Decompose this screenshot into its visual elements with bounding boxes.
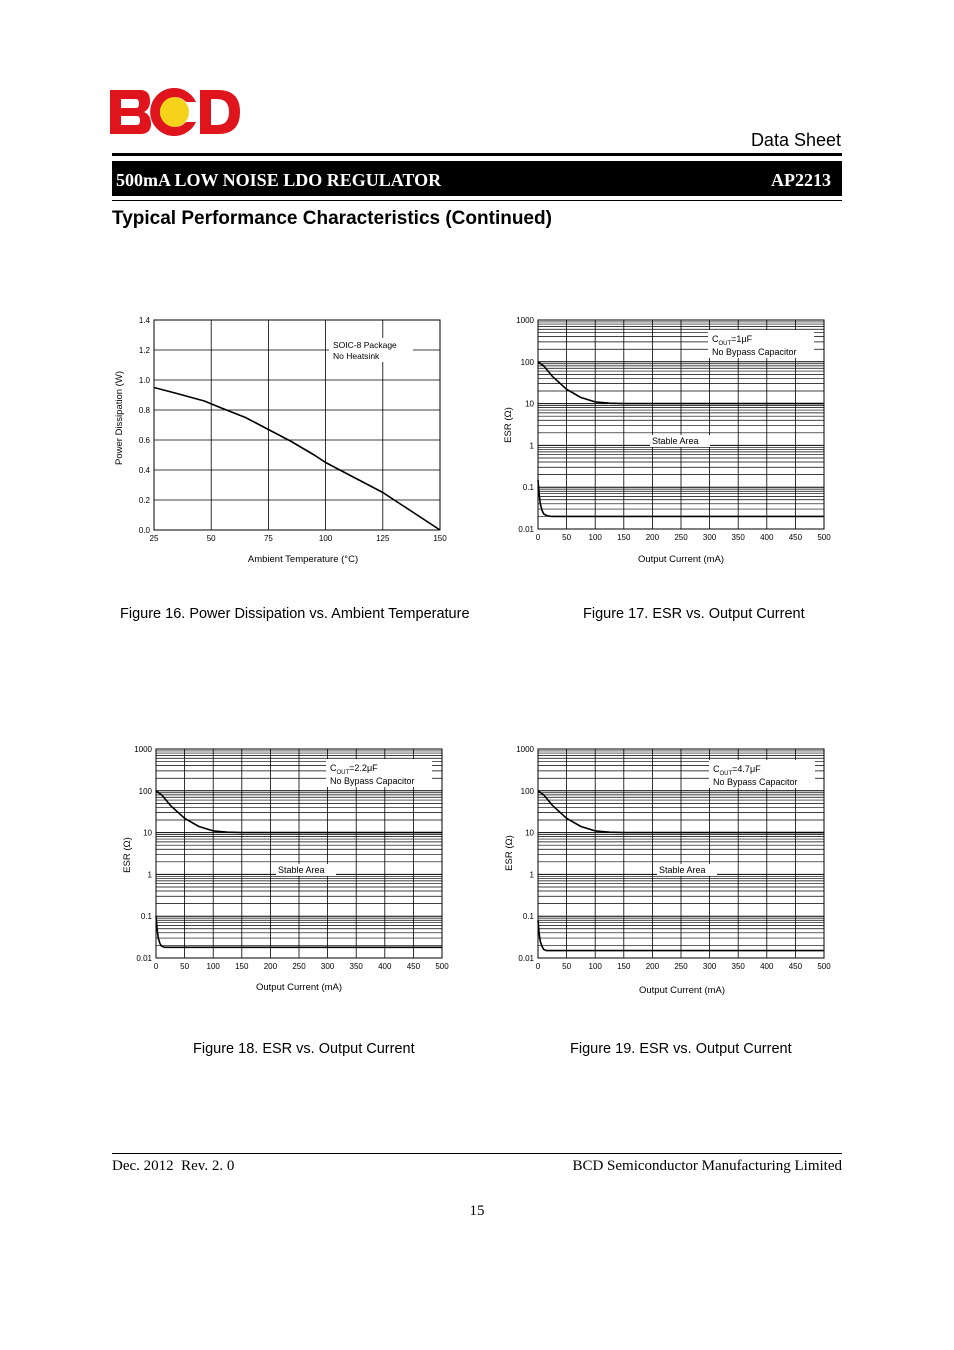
x-axis-label: Output Current (mA)	[255, 982, 343, 993]
y-tick-label: 10	[525, 399, 534, 409]
x-tick-label: 100	[206, 962, 220, 971]
annotation-no-bypass: No Bypass Capacitor	[713, 777, 798, 787]
y-tick-label: 100	[520, 357, 534, 367]
page-number: 15	[469, 1203, 485, 1219]
x-tick-label: 150	[617, 962, 631, 971]
x-tick-label: 200	[645, 962, 660, 971]
figure-19-caption: Figure 19. ESR vs. Output Current	[570, 1041, 792, 1057]
annotation-no-bypass: No Bypass Capacitor	[330, 776, 415, 786]
x-tick-label: 300	[702, 962, 717, 971]
y-axis-label: ESR (Ω)	[503, 407, 514, 443]
x-axis-label: Output Current (mA)	[637, 554, 725, 565]
y-tick-label: 1	[147, 870, 152, 880]
x-tick-label: 500	[817, 962, 831, 971]
section-title: Typical Performance Characteristics (Continued)	[112, 208, 552, 229]
x-tick-label: 200	[645, 533, 660, 542]
x-tick-label: 100	[588, 962, 602, 971]
y-tick-label: 0.01	[518, 954, 534, 963]
y-tick-label: 0.2	[138, 496, 150, 505]
annotation-package: SOIC-8 Package	[333, 340, 397, 350]
y-tick-label: 0.01	[518, 525, 534, 534]
x-tick-label: 50	[562, 533, 572, 542]
x-tick-label: 150	[617, 533, 631, 542]
y-tick-label: 0.1	[522, 912, 534, 922]
x-tick-label: 350	[731, 533, 745, 542]
x-tick-label: 250	[674, 962, 688, 971]
x-tick-label: 0	[535, 533, 541, 542]
x-axis-label: Ambient Temperature (°C)	[247, 554, 359, 565]
x-tick-label: 250	[674, 533, 688, 542]
data-sheet-label: Data Sheet	[750, 130, 841, 150]
y-tick-label: 0.4	[138, 466, 150, 475]
x-tick-label: 500	[817, 533, 831, 542]
y-tick-label: 100	[138, 786, 152, 796]
x-tick-label: 50	[206, 534, 216, 543]
y-tick-label: 1	[529, 870, 534, 880]
annotation-heatsink: No Heatsink	[333, 351, 380, 361]
x-tick-label: 450	[406, 962, 421, 971]
y-tick-label: 1000	[134, 745, 152, 754]
figure-16-caption: Figure 16. Power Dissipation vs. Ambient Temperature	[120, 606, 470, 622]
annotation-no-bypass: No Bypass Capacitor	[712, 347, 797, 357]
chart-17	[503, 316, 831, 565]
series-line-power-dissipation	[154, 388, 440, 531]
y-tick-label: 1	[529, 441, 534, 451]
y-tick-label: 1.0	[138, 376, 150, 385]
annotation-cout: $C_{OUT}=1\mu F$	[712, 334, 753, 347]
figure-17-caption: Figure 17. ESR vs. Output Current	[583, 606, 805, 622]
x-tick-label: 50	[562, 962, 572, 971]
x-tick-label: 100	[318, 534, 333, 543]
chart-19	[504, 745, 831, 996]
x-tick-label: 450	[788, 533, 803, 542]
region-label-stable-area: Stable Area	[659, 865, 706, 875]
x-tick-label: 300	[320, 962, 335, 971]
y-tick-label: 1000	[516, 316, 534, 325]
y-tick-label: 100	[520, 786, 534, 796]
x-tick-label: 0	[535, 962, 541, 971]
x-tick-label: 0	[153, 962, 159, 971]
annotation-cout: $C_{OUT}=2.2\mu F$	[330, 763, 378, 776]
x-tick-label: 200	[263, 962, 278, 971]
x-tick-label: 300	[702, 533, 717, 542]
y-tick-label: 0.01	[136, 954, 152, 963]
x-tick-label: 250	[292, 962, 306, 971]
footer-company: BCD Semiconductor Manufacturing Limited	[572, 1158, 842, 1174]
y-tick-label: 0.8	[138, 406, 150, 415]
y-axis-label: ESR (Ω)	[504, 835, 515, 871]
x-tick-label: 500	[435, 962, 449, 971]
y-axis-label: ESR (Ω)	[122, 837, 133, 873]
x-tick-label: 100	[588, 533, 602, 542]
x-axis-label: Output Current (mA)	[638, 985, 726, 996]
y-tick-label: 1.2	[138, 346, 150, 355]
y-tick-label: 10	[143, 828, 152, 838]
chart-16	[114, 316, 447, 565]
figure-18-caption: Figure 18. ESR vs. Output Current	[193, 1041, 415, 1057]
x-tick-label: 350	[731, 962, 745, 971]
footer-date-revision: Dec. 2012 Rev. 2. 0	[112, 1158, 235, 1174]
region-label-stable-area: Stable Area	[278, 865, 325, 875]
x-tick-label: 50	[180, 962, 190, 971]
x-tick-label: 400	[760, 962, 774, 971]
x-tick-label: 400	[760, 533, 774, 542]
y-tick-label: 1.4	[138, 316, 150, 325]
x-tick-label: 400	[378, 962, 392, 971]
x-tick-label: 450	[788, 962, 803, 971]
product-title: 500mA LOW NOISE LDO REGULATOR	[116, 170, 442, 190]
y-tick-label: 0.1	[140, 912, 152, 922]
y-tick-label: 1000	[516, 745, 534, 754]
y-tick-label: 0.6	[138, 436, 150, 445]
region-label-stable-area: Stable Area	[652, 436, 699, 446]
y-axis-label: Power Dissipation (W)	[114, 371, 125, 465]
part-number: AP2213	[771, 170, 831, 190]
x-tick-label: 125	[376, 534, 390, 543]
x-tick-label: 25	[149, 534, 159, 543]
chart-18	[122, 745, 449, 993]
footer-rule	[112, 1153, 842, 1154]
x-tick-label: 150	[235, 962, 249, 971]
y-tick-label: 0.1	[522, 483, 534, 493]
y-tick-label: 10	[525, 828, 534, 838]
x-tick-label: 75	[263, 534, 273, 543]
annotation-cout: $C_{OUT}=4.7\mu F$	[713, 764, 761, 777]
x-tick-label: 350	[349, 962, 363, 971]
y-tick-label: 0.0	[138, 526, 150, 535]
x-tick-label: 150	[433, 534, 447, 543]
